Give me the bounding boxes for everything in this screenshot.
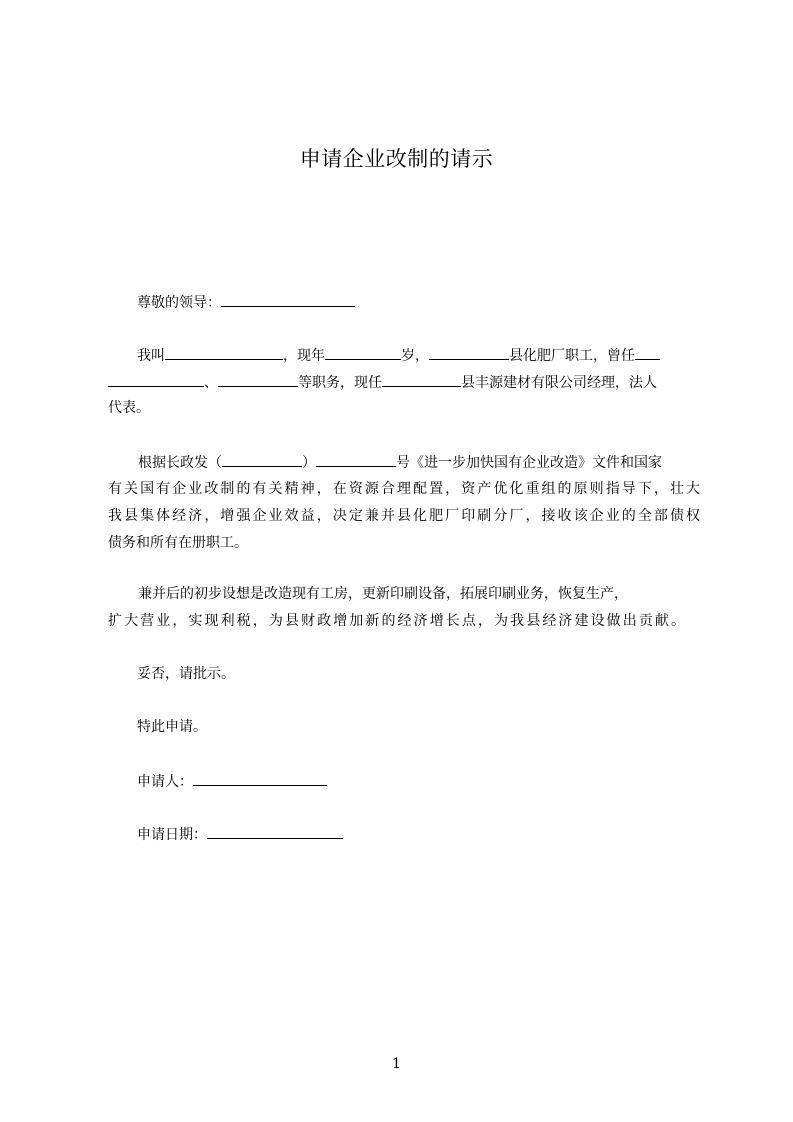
salutation-line bbox=[137, 292, 355, 312]
basis-text-3: 号《进一步加快国有企业改造》文件和国家 bbox=[396, 455, 662, 471]
former-position-blank-1[interactable] bbox=[635, 345, 660, 360]
former-position-blank-2[interactable] bbox=[108, 372, 204, 387]
plan-line-1: 兼并后的初步设想是改造现有工房，更新印刷设备，拓展印刷业务，恢复生产， bbox=[138, 586, 628, 602]
intro-text-3: 岁， bbox=[401, 348, 429, 364]
intro-text-4: 县化肥厂职工，曾任 bbox=[509, 348, 635, 364]
age-blank[interactable] bbox=[325, 345, 401, 360]
intro-text-8: 代表。 bbox=[108, 400, 150, 416]
applicant-line bbox=[137, 771, 327, 791]
closing-line: 特此申请。 bbox=[137, 719, 207, 735]
date-line bbox=[137, 824, 343, 844]
basis-line-2: 有关国有企业改制的有关精神，在资源合理配置，资产优化重组的原则指导下，壮大 bbox=[108, 481, 700, 497]
request-line: 妥否，请批示。 bbox=[137, 666, 235, 682]
basis-text-1: 根据长政发（ bbox=[138, 455, 222, 471]
page-title: 申请企业改制的请示 bbox=[299, 147, 494, 171]
name-blank[interactable] bbox=[165, 345, 283, 360]
basis-line-3: 我县集体经济，增强企业效益，决定兼并县化肥厂印刷分厂，接收该企业的全部债权 bbox=[108, 508, 700, 524]
page-number: 1 bbox=[392, 1056, 401, 1072]
plan-line-2: 扩大营业，实现利税，为县财政增加新的经济增长点，为我县经济建设做出贡献。 bbox=[108, 613, 685, 629]
intro-line-3 bbox=[108, 399, 698, 417]
document-number-blank[interactable] bbox=[316, 452, 396, 467]
intro-text-1: 我叫 bbox=[137, 348, 165, 364]
basis-text-2: ） bbox=[302, 455, 316, 471]
intro-text-2: ，现年 bbox=[283, 348, 325, 364]
former-position-blank-3[interactable] bbox=[218, 372, 298, 387]
salutation: 尊敬的领导： bbox=[137, 295, 221, 311]
basis-line-4: 债务和所有在册职工。 bbox=[108, 535, 248, 551]
recipient-blank[interactable] bbox=[221, 292, 355, 307]
intro-line-2 bbox=[108, 372, 698, 392]
intro-line-1 bbox=[137, 345, 700, 365]
intro-text-6: 等职务，现任 bbox=[298, 375, 382, 391]
document-year-blank[interactable] bbox=[222, 452, 302, 467]
current-county-blank[interactable] bbox=[382, 372, 461, 387]
intro-text-5: 、 bbox=[204, 375, 218, 391]
applicant-label: 申请人： bbox=[137, 774, 193, 790]
applicant-blank[interactable] bbox=[193, 771, 327, 786]
intro-text-7: 县丰源建材有限公司经理，法人 bbox=[461, 375, 657, 391]
date-blank[interactable] bbox=[207, 824, 343, 839]
basis-line-1 bbox=[138, 452, 701, 472]
workplace-blank[interactable] bbox=[429, 345, 509, 360]
date-label: 申请日期： bbox=[137, 827, 207, 843]
